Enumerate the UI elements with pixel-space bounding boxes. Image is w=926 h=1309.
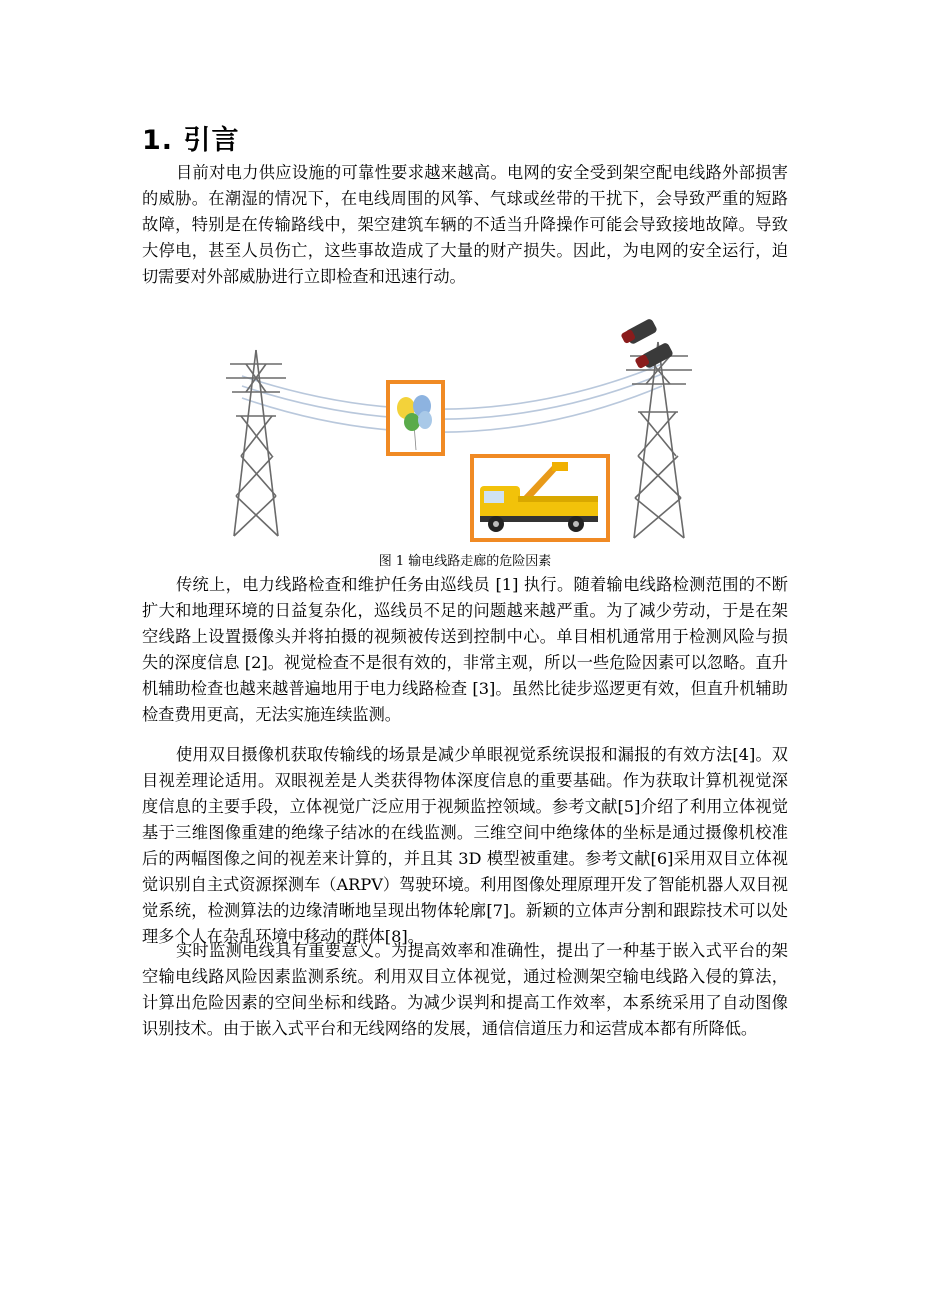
right-tower-icon xyxy=(626,342,692,538)
paragraph-intro: 目前对电力供应设施的可靠性要求越来越高。电网的安全受到架空配电线路外部损害的威胁。在潮湿的情况下，在电线周围的风筝、气球或丝带的干扰下，会导致严重的短路故障，特别是在传输路线中，架空建筑车辆的不适当升降操作可能会导致接地故障。导致大停电，甚至人员伤亡，这些事故造成了大量的财产损失。因此，为电网的安全运行，迫切需要对外部威胁进行立即检查和迅速行动。 xyxy=(142,163,788,286)
paragraph-stereo-vision: 使用双目摄像机获取传输线的场景是减少单眼视觉系统误报和漏报的有效方法[4]。双目视差理论适用。双眼视差是人类获得物体深度信息的重要基础。作为获取计算机视觉深度信息的主要手段，立体视觉广泛应用于视频监控领域。参考文献[5]介绍了利用立体视觉基于三维图像重建的绝缘子结冰的在线监测。三维空间中绝缘体的坐标是通过摄像机校准后的两幅图像之间的视差来计算的，并且其 3D 模型被重建。参考文献[6]采用双目立体视觉识别自主式资源探测车（ARPV）驾驶环境。利用图像处理原理开发了智能机器人双目视觉系统，检测算法的边缘清晰地呈现出物体轮廓[7]。新颖的立体声分割和跟踪技术可以处理多个人在杂乱环境中移动的群体[8]。 xyxy=(142,745,788,946)
paragraph-proposal: 实时监测电线具有重要意义。为提高效率和准确性，提出了一种基于嵌入式平台的架空输电线路风险因素监测系统。利用双目立体视觉，通过检测架空输电线路入侵的算法，计算出危险因素的空间坐标和线路。为减少误判和提高工作效率，本系统采用了自动图像识别技术。由于嵌入式平台和无线网络的发展，通信信道压力和运营成本都有所降低。 xyxy=(142,941,788,1038)
figure-illustration xyxy=(222,316,702,544)
camera-icon xyxy=(620,318,658,345)
section-heading: 1. 引言 xyxy=(142,125,240,156)
figure-caption: 图 1 输电线路走廊的危险因素 xyxy=(378,554,552,569)
figure-transmission-hazards xyxy=(222,316,702,544)
left-tower-icon xyxy=(226,350,286,536)
power-lines xyxy=(242,364,662,432)
balloon-hazard xyxy=(388,382,443,454)
truck-hazard xyxy=(472,456,608,540)
paragraph-background: 传统上，电力线路检查和维护任务由巡线员 [1] 执行。随着输电线路检测范围的不断扩大和地理环境的日益复杂化，巡线员不足的问题越来越严重。为了减少劳动，于是在架空线路上设置摄像头并将拍摄的视频被传送到控制中心。单目相机通常用于检测风险与损失的深度信息 [2]。视觉检查不是很有效的，非常主观，所以一些危险因素可以忽略。直升机辅助检查也越来越普遍地用于电力线路检查 [3]。虽然比徒步巡逻更有效，但直升机辅助检查费用更高，无法实施连续监测。 xyxy=(142,575,788,724)
